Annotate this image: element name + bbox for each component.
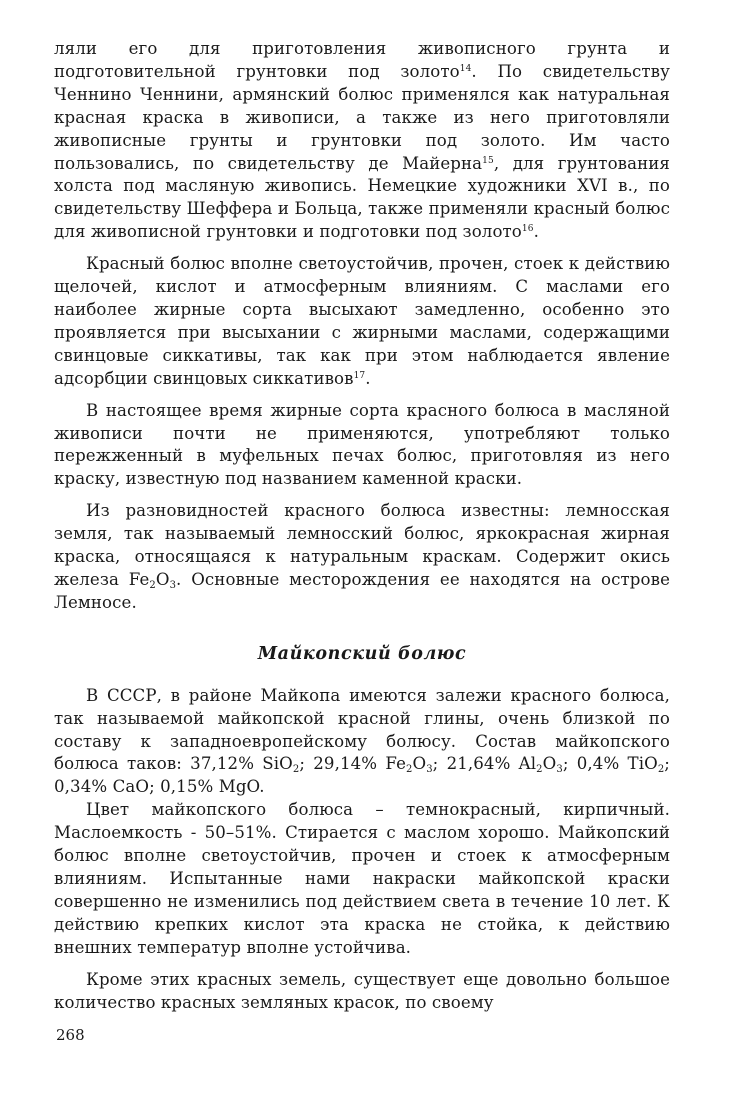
paragraph-1-text-c: , для грунтования холста под масляную живопись. Немецкие художники XVI в., по свидетельству Шеффера и Больца, также применяли красный болюс для живописной грунтовки и подготовки под золото — [54, 153, 670, 242]
page-number: 268 — [56, 1026, 85, 1044]
paragraph-1-text-d: . — [533, 222, 539, 242]
paragraph-5-text-c: O — [412, 754, 427, 774]
paragraph-4 — [54, 500, 670, 615]
paragraph-5-text-g: ; 0,34% CaO; 0,15% MgO. — [54, 754, 670, 797]
paragraph-5-text-d: ; 21,64% Al — [432, 754, 537, 774]
paragraph-2 — [54, 253, 670, 390]
subscript: 3 — [169, 579, 177, 591]
subscript: 3 — [426, 764, 433, 776]
subscript: 2 — [406, 764, 413, 776]
paragraph-1 — [54, 38, 670, 244]
section-heading: Майкопский болюс — [257, 643, 467, 664]
paragraph-1-text-a: ляли его для приготовления живописного грунта и подготовительной грунтовки под золото — [54, 39, 670, 81]
paragraph-5-text-e: O — [542, 754, 557, 774]
footnote-ref-15: 15 — [482, 155, 494, 166]
paragraph-5-text-f: ; 0,4% TiO — [562, 754, 658, 774]
paragraph-4-text-c: . Основные месторождения ее находятся на острове Лемносе. — [54, 569, 670, 612]
page-body — [54, 38, 670, 1014]
paragraph-5-text-a: В СССР, в районе Майкопа имеются залежи красного болюса, так называемой майкопской красной глины, очень близкой по составу к западноевропейскому болюсу. Состав майкопского болюса таков: 37,12% SiO — [54, 685, 670, 774]
paragraph-3: В настоящее время жирные сорта красного болюса в масляной живописи почти не применяются, употребляют только пережженный в муфельных печах болюс, приготовляя из него краску, известную под названием каменной краски. — [54, 400, 670, 489]
paragraph-4-text-a: Из разновидностей красного болюса известны: лемносская земля, так называемый лемносский болюс, яркокрасная жирная краска, относящаяся к натуральным краскам. Содержит окись железа Fe — [54, 501, 670, 589]
paragraph-6: Цвет майкопского болюса – темнокрасный, кирпичный. Маслоемкость - 50–51%. Стирается с маслом хорошо. Майкопский болюс вполне светоустойчив, прочен и стоек к атмосферным влияниям. Испытанные нами накраски майкопской краски совершенно не изменились под действием света в течение 10 лет. К действию крепких кислот эта краска не стойка, к действию внешних температур вполне устойчива. — [54, 800, 670, 957]
subscript: 2 — [536, 764, 543, 776]
footnote-ref-16: 16 — [521, 224, 534, 235]
paragraph-2-text-b: . — [365, 368, 371, 388]
subscript: 3 — [556, 764, 563, 776]
paragraph-5-text-b: ; 29,14% Fe — [299, 754, 406, 774]
paragraph-5 — [54, 685, 670, 800]
subscript: 2 — [292, 764, 300, 776]
paragraph-4-text-b: O — [155, 569, 170, 589]
footnote-ref-17: 17 — [353, 370, 366, 381]
paragraph-2-text-a: Красный болюс вполне светоустойчив, прочен, стоек к действию щелочей, кислот и атмосферным влияниям. С маслами его наиболее жирные сорта высыхают замедленно, особенно это проявляется при высыхании с жирными маслами, содержащими свинцовые сиккативы, так как при этом наблюдается явление адсорбции свинцовых сиккативов — [54, 254, 670, 388]
paragraph-1-text-b: . По свидетельству Ченнино Ченнини, армянский болюс применялся как натуральная красная краска в живописи, а также из него приготовляли живописные грунты и грунтовки под золото. Им часто пользовались, по свидетельству де Майерна — [54, 61, 670, 173]
subscript: 2 — [657, 764, 665, 776]
paragraph-7: Кроме этих красных земель, существует еще довольно большое количество красных земляных красок, по своему — [54, 969, 670, 1012]
subscript: 2 — [149, 579, 156, 591]
footnote-ref-14: 14 — [459, 63, 472, 74]
